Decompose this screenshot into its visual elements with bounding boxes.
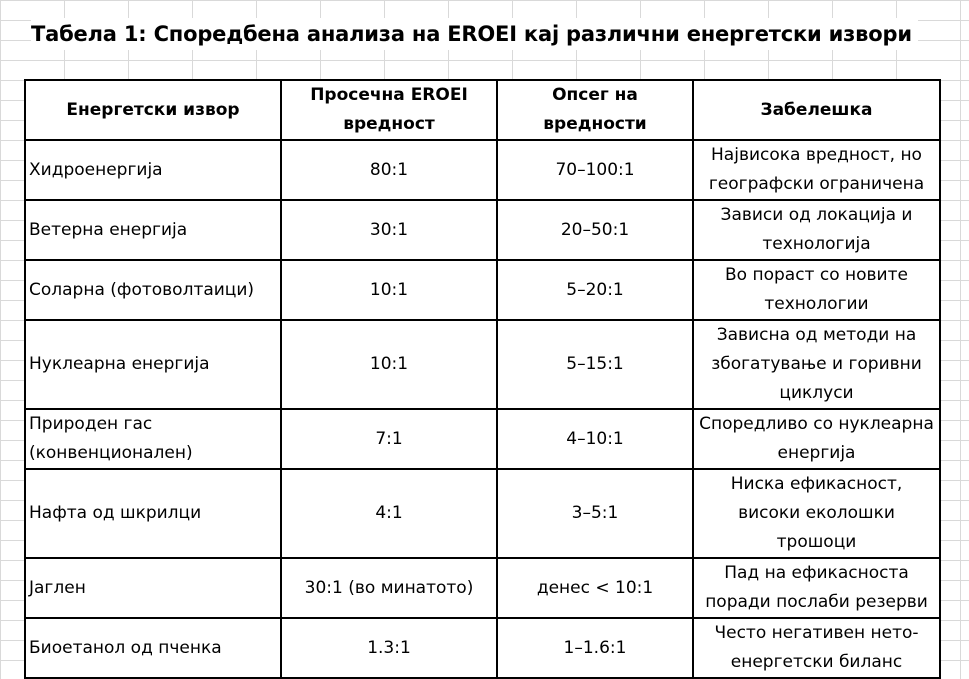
cell-range[interactable]: 20–50:1 [497, 200, 693, 260]
table-title: Табела 1: Споредбена анализа на EROEI кај различни енергетски извори [31, 18, 918, 50]
table-row [25, 200, 940, 260]
cell-source[interactable]: Хидроенергија [25, 140, 281, 200]
cell-range[interactable]: 5–20:1 [497, 260, 693, 320]
cell-average[interactable]: 7:1 [281, 409, 497, 469]
header-note[interactable]: Забелешка [693, 80, 940, 140]
cell-range[interactable]: 70–100:1 [497, 140, 693, 200]
cell-source[interactable]: Нуклеарна енергија [25, 320, 281, 409]
table-row [25, 320, 940, 409]
table-row [25, 140, 940, 200]
cell-source[interactable]: Соларна (фотоволтаици) [25, 260, 281, 320]
cell-source[interactable]: Нафта од шкрилци [25, 469, 281, 558]
cell-average[interactable]: 4:1 [281, 469, 497, 558]
cell-source[interactable]: Јаглен [25, 558, 281, 618]
cell-source[interactable]: Биоетанол од пченка [25, 618, 281, 678]
table-row [25, 409, 940, 469]
cell-note[interactable]: Ниска ефикасност, високи еколошки трошоци [693, 469, 940, 558]
cell-note[interactable]: Споредливо со нуклеарна енергија [693, 409, 940, 469]
cell-note[interactable]: Пад на ефикасноста поради послаби резерви [693, 558, 940, 618]
header-row [25, 80, 940, 140]
cell-average[interactable]: 10:1 [281, 320, 497, 409]
cell-range[interactable]: 1–1.6:1 [497, 618, 693, 678]
cell-range[interactable]: 5–15:1 [497, 320, 693, 409]
cell-average[interactable]: 1.3:1 [281, 618, 497, 678]
header-source[interactable]: Енергетски извор [25, 80, 281, 140]
cell-range[interactable]: 3–5:1 [497, 469, 693, 558]
cell-range[interactable]: 4–10:1 [497, 409, 693, 469]
cell-average[interactable]: 80:1 [281, 140, 497, 200]
cell-note[interactable]: Често негативен нето-енергетски биланс [693, 618, 940, 678]
cell-range[interactable]: денес < 10:1 [497, 558, 693, 618]
table-row [25, 558, 940, 618]
cell-note[interactable]: Во пораст со новите технологии [693, 260, 940, 320]
cell-source[interactable]: Ветерна енергија [25, 200, 281, 260]
table-row [25, 618, 940, 678]
cell-note[interactable]: Највисока вредност, но географски ограничена [693, 140, 940, 200]
table-row [25, 469, 940, 558]
cell-average[interactable]: 30:1 [281, 200, 497, 260]
table-row [25, 260, 940, 320]
header-range[interactable]: Опсег на вредности [497, 80, 693, 140]
cell-note[interactable]: Зависи од локација и технологија [693, 200, 940, 260]
cell-average[interactable]: 30:1 (во минатото) [281, 558, 497, 618]
cell-source[interactable]: Природен гас (конвенционален) [25, 409, 281, 469]
header-average[interactable]: Просечна EROEI вредност [281, 80, 497, 140]
cell-average[interactable]: 10:1 [281, 260, 497, 320]
cell-note[interactable]: Зависна од методи на збогатување и горивни циклуси [693, 320, 940, 409]
eroei-table [24, 79, 941, 679]
